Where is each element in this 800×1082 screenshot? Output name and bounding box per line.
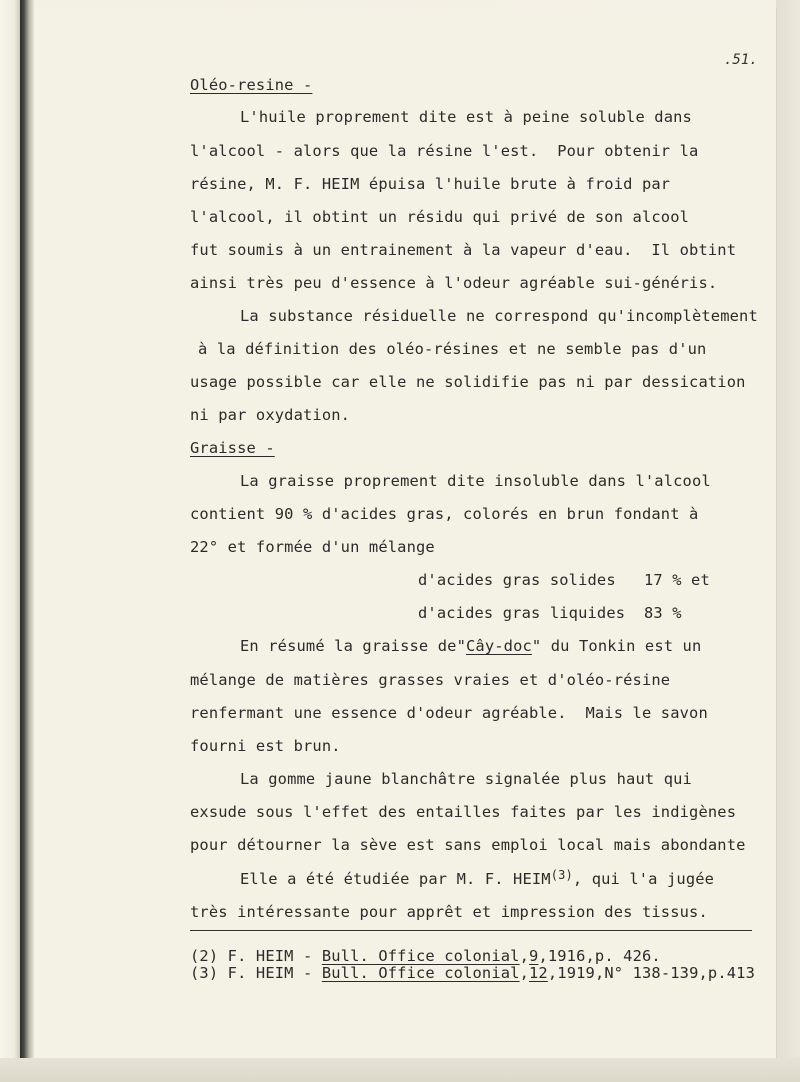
book-binding xyxy=(20,0,34,1082)
body-line: ni par oxydation. xyxy=(190,406,351,424)
body-line: renfermant une essence d'odeur agréable. Mais le savon xyxy=(190,704,708,722)
body-line: exsude sous l'effet des entailles faites par les indigènes xyxy=(190,803,737,821)
body-line: ainsi très peu d'essence à l'odeur agréable sui-généris. xyxy=(190,274,718,292)
footnote xyxy=(190,949,661,964)
plant-name-cay-doc: Cây-doc xyxy=(465,637,532,655)
body-line: La graisse proprement dite insoluble dans l'alcool xyxy=(240,472,711,490)
footnote-marker: (3) xyxy=(190,964,219,982)
body-line: l'alcool - alors que la résine l'est. Pour obtenir la xyxy=(190,142,699,160)
footnote-journal: Bull. Office colonial xyxy=(321,964,520,982)
body-line: usage possible car elle ne solidifie pas ni par dessication xyxy=(190,373,746,391)
previous-page-edge xyxy=(0,0,22,1082)
body-line xyxy=(240,868,715,888)
body-line: l'alcool, il obtint un résidu qui privé de son alcool xyxy=(190,208,690,226)
footnote-rest: ,1916,p. 426. xyxy=(538,947,661,965)
body-text: Elle a été étudiée par M. F. HEIM xyxy=(240,870,551,888)
body-line: résine, M. F. HEIM épuisa l'huile brute à froid par xyxy=(190,175,671,193)
body-text: , qui l'a jugée xyxy=(572,870,715,888)
body-line: La substance résiduelle ne correspond qu'incomplètement xyxy=(240,307,758,325)
body-line: très intéressante pour apprêt et impression des tissus. xyxy=(190,903,708,921)
body-line: L'huile proprement dite est à peine soluble dans xyxy=(240,108,692,126)
heading-oleo-resine: Oléo-resine - xyxy=(190,76,313,94)
body-line: La gomme jaune blanchâtre signalée plus haut qui xyxy=(240,770,692,788)
composition-line-solides: d'acides gras solides 17 % et xyxy=(418,571,710,589)
body-line: fourni est brun. xyxy=(190,737,341,755)
page-number: .51. xyxy=(724,52,758,68)
footnote-separator xyxy=(190,930,752,931)
footnote-separator-comma: , xyxy=(519,947,530,965)
heading-graisse: Graisse - xyxy=(190,439,275,457)
body-line: mélange de matières grasses vraies et d'oléo-résine xyxy=(190,671,671,689)
body-line: 22° et formée d'un mélange xyxy=(190,538,435,556)
footnote-author: F. HEIM - xyxy=(227,947,322,965)
body-line: contient 90 % d'acides gras, colorés en brun fondant à xyxy=(190,505,699,523)
body-line xyxy=(240,639,701,654)
footnote-journal: Bull. Office colonial xyxy=(321,947,520,965)
scan-margin-right xyxy=(776,0,800,1082)
composition-line-liquides: d'acides gras liquides 83 % xyxy=(418,604,682,622)
footnote-marker: (2) xyxy=(190,947,219,965)
footnote-author: F. HEIM - xyxy=(227,964,322,982)
footnote-reference: (3) xyxy=(550,868,573,882)
footnote-rest: ,1919,N° 138-139,p.413 xyxy=(547,964,756,982)
footnote-volume: 9 xyxy=(529,947,539,965)
body-text: " du Tonkin est un xyxy=(531,637,702,655)
footnote-separator-comma: , xyxy=(519,964,530,982)
body-line: à la définition des oléo-résines et ne semble pas d'un xyxy=(198,340,707,358)
body-line: fut soumis à un entrainement à la vapeur d'eau. Il obtint xyxy=(190,241,737,259)
typed-page xyxy=(34,8,776,1058)
footnote xyxy=(190,966,755,981)
scan-margin-bottom xyxy=(0,1058,800,1082)
body-line: pour détourner la sève est sans emploi local mais abondante xyxy=(190,836,746,854)
body-text: En résumé la graisse de" xyxy=(240,637,466,655)
footnote-volume: 12 xyxy=(529,964,548,982)
